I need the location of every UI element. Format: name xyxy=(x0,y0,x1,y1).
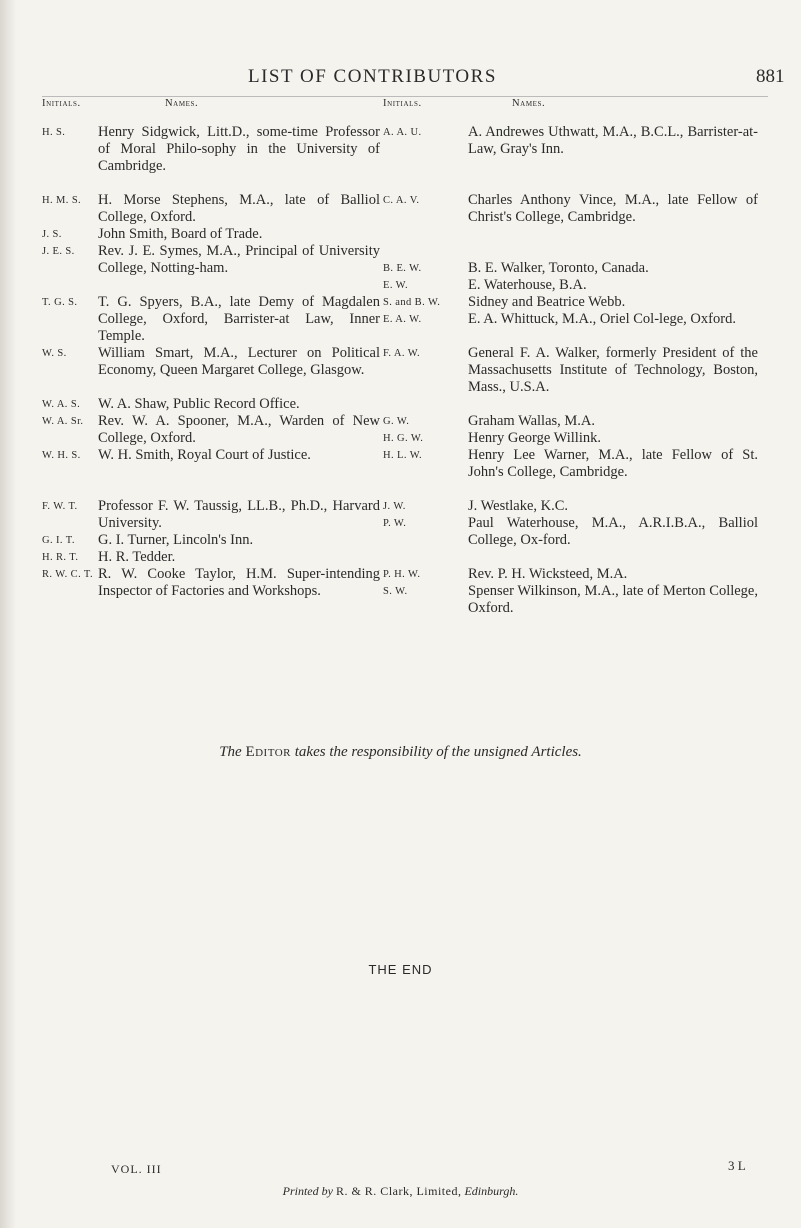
printer-imprint xyxy=(0,1184,801,1199)
left-names-header: Names. xyxy=(165,98,199,109)
entry-initials: A. A. U. xyxy=(383,127,422,138)
entry-name: Rev. J. E. Symes, M.A., Principal of University College, Notting-ham. xyxy=(98,243,380,276)
right-initials-header: Initials. xyxy=(383,98,422,109)
entry-initials: J. W. xyxy=(383,501,406,512)
entry-initials: W. A. Sr. xyxy=(42,416,84,427)
footnote-post: takes the responsibility of the unsigned Articles. xyxy=(294,744,582,760)
entry-name: Graham Wallas, M.A. xyxy=(468,413,596,429)
entry-initials: W. S. xyxy=(42,348,67,359)
entry-name: W. A. Shaw, Public Record Office. xyxy=(98,396,300,412)
header-rule xyxy=(42,96,768,97)
entry-initials: W. H. S. xyxy=(42,450,81,461)
entry-name: A. Andrewes Uthwatt, M.A., B.C.L., Barrister-at-Law, Gray's Inn. xyxy=(468,124,758,157)
entry-initials: E. A. W. xyxy=(383,314,422,325)
right-names-header: Names. xyxy=(512,98,546,109)
entry-initials: P. W. xyxy=(383,518,407,529)
printer-pre: Printed by xyxy=(282,1184,333,1198)
entry-name: Rev. W. A. Spooner, M.A., Warden of New College, Oxford. xyxy=(98,413,380,446)
page-number: 881 xyxy=(756,66,785,87)
entry-initials: R. W. C. T. xyxy=(42,569,93,580)
entry-initials: W. A. S. xyxy=(42,399,81,410)
entry-name: W. H. Smith, Royal Court of Justice. xyxy=(98,447,311,463)
signature-mark: 3 L xyxy=(728,1158,746,1173)
entry-name: William Smart, M.A., Lecturer on Political Economy, Queen Margaret College, Glasgow. xyxy=(98,345,380,378)
entry-name: B. E. Walker, Toronto, Canada. xyxy=(468,260,649,276)
entry-initials: H. S. xyxy=(42,127,66,138)
entry-name: E. Waterhouse, B.A. xyxy=(468,277,587,293)
entry-name: Paul Waterhouse, M.A., A.R.I.B.A., Balliol College, Ox-ford. xyxy=(468,515,758,548)
footnote-editor: Editor xyxy=(245,744,292,760)
entry-initials: S. and B. W. xyxy=(383,297,441,308)
entry-name: J. Westlake, K.C. xyxy=(468,498,569,514)
entry-name: T. G. Spyers, B.A., late Demy of Magdalen College, Oxford, Barrister-at Law, Inner Temple. xyxy=(98,294,380,344)
entry-name: R. W. Cooke Taylor, H.M. Super-intending Inspector of Factories and Workshops. xyxy=(98,566,380,599)
entry-name: H. R. Tedder. xyxy=(98,549,176,565)
entry-initials: J. S. xyxy=(42,229,62,240)
entry-initials: H. M. S. xyxy=(42,195,82,206)
footnote-pre: The xyxy=(219,744,242,760)
entry-name: Spenser Wilkinson, M.A., late of Merton College, Oxford. xyxy=(468,583,758,616)
entry-initials: P. H. W. xyxy=(383,569,421,580)
entry-name: H. Morse Stephens, M.A., late of Balliol College, Oxford. xyxy=(98,192,380,225)
entry-initials: E. W. xyxy=(383,280,409,291)
entry-name: John Smith, Board of Trade. xyxy=(98,226,263,242)
entry-name: Henry Sidgwick, Litt.D., some-time Professor of Moral Philo-sophy in the University of Cambridge. xyxy=(98,124,380,174)
entry-initials: G. I. T. xyxy=(42,535,75,546)
entry-name: Henry George Willink. xyxy=(468,430,601,446)
entry-name: E. A. Whittuck, M.A., Oriel Col-lege, Oxford. xyxy=(468,311,736,327)
entry-initials: F. W. T. xyxy=(42,501,78,512)
volume-label: VOL. III xyxy=(111,1162,162,1176)
running-head xyxy=(0,66,801,90)
page-binding-edge xyxy=(0,0,16,1228)
entry-initials: S. W. xyxy=(383,586,408,597)
entry-name: Sidney and Beatrice Webb. xyxy=(468,294,626,310)
entry-initials: H. G. W. xyxy=(383,433,424,444)
page-title: LIST OF CONTRIBUTORS xyxy=(248,66,497,87)
entry-initials: J. E. S. xyxy=(42,246,75,257)
entry-name: G. I. Turner, Lincoln's Inn. xyxy=(98,532,254,548)
entry-name: Rev. P. H. Wicksteed, M.A. xyxy=(468,566,628,582)
the-end: THE END xyxy=(368,962,433,977)
left-initials-header: Initials. xyxy=(42,98,81,109)
entry-name: Henry Lee Warner, M.A., late Fellow of St. John's College, Cambridge. xyxy=(468,447,758,480)
entry-name: General F. A. Walker, formerly President of the Massachusetts Institute of Technology, Boston, Mass., U.S.A. xyxy=(468,345,758,395)
entry-initials: F. A. W. xyxy=(383,348,421,359)
editor-footnote xyxy=(0,744,801,761)
printer-place: Edinburgh. xyxy=(464,1184,519,1198)
entry-initials: C. A. V. xyxy=(383,195,420,206)
entry-initials: B. E. W. xyxy=(383,263,422,274)
entry-initials: H. R. T. xyxy=(42,552,79,563)
entry-initials: T. G. S. xyxy=(42,297,78,308)
entry-initials: G. W. xyxy=(383,416,410,427)
entry-name: Professor F. W. Taussig, LL.B., Ph.D., Harvard University. xyxy=(98,498,380,531)
printer-name: R. & R. Clark, Limited, xyxy=(335,1184,462,1198)
entry-initials: H. L. W. xyxy=(383,450,423,461)
entry-name: Charles Anthony Vince, M.A., late Fellow of Christ's College, Cambridge. xyxy=(468,192,758,225)
